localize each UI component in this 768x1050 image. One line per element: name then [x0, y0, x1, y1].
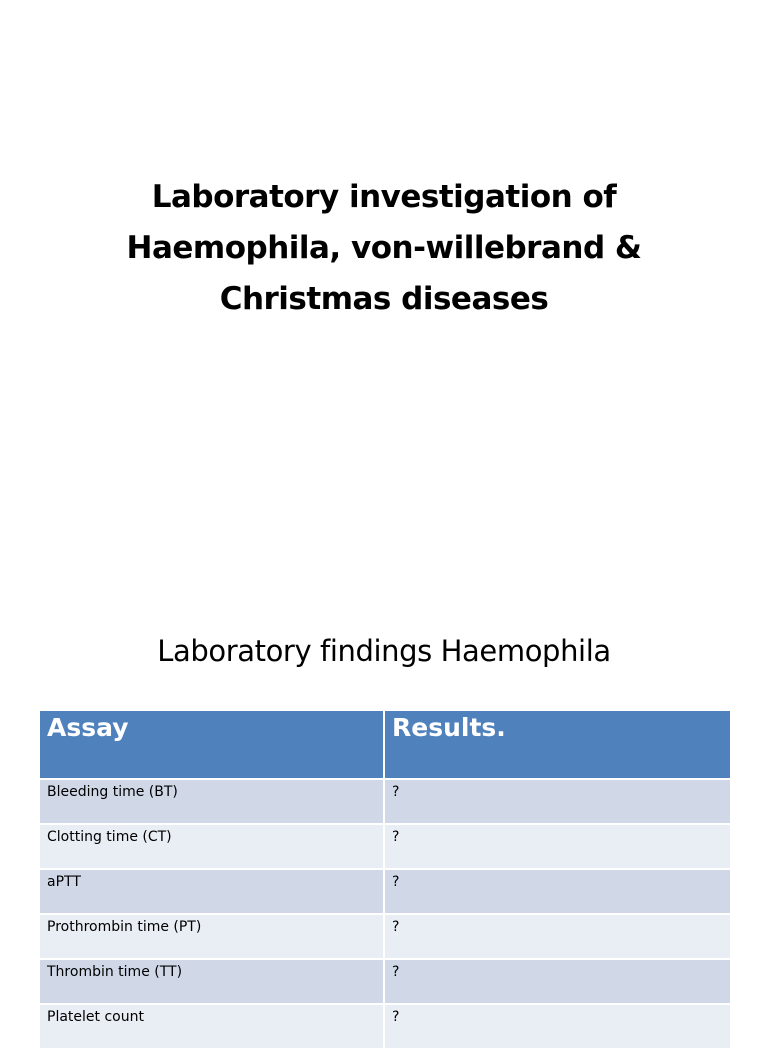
table-row [40, 824, 730, 869]
assay-cell: Platelet count [40, 1004, 384, 1049]
findings-table [40, 711, 730, 1050]
table-row [40, 914, 730, 959]
result-cell: ? [384, 869, 730, 914]
table-row [40, 959, 730, 1004]
table-row [40, 869, 730, 914]
assay-cell: Thrombin time (TT) [40, 959, 384, 1004]
table-row [40, 1004, 730, 1049]
title-line-1: Laboratory investigation of [151, 179, 617, 215]
title-line-2: Haemophila, von-willebrand & [126, 230, 642, 266]
assay-cell: Clotting time (CT) [40, 824, 384, 869]
assay-cell: Prothrombin time (PT) [40, 914, 384, 959]
table-header-row [40, 711, 730, 779]
result-cell: ? [384, 914, 730, 959]
column-header-results: Results. [384, 711, 730, 779]
assay-cell: aPTT [40, 869, 384, 914]
result-cell: ? [384, 959, 730, 1004]
table-heading: Laboratory findings Haemophila [157, 634, 611, 668]
table-row [40, 779, 730, 824]
column-header-assay: Assay [40, 711, 384, 779]
slide-title [40, 172, 728, 325]
result-cell: ? [384, 824, 730, 869]
assay-cell: Bleeding time (BT) [40, 779, 384, 824]
result-cell: ? [384, 779, 730, 824]
result-cell: ? [384, 1004, 730, 1049]
title-line-3: Christmas diseases [219, 281, 549, 317]
